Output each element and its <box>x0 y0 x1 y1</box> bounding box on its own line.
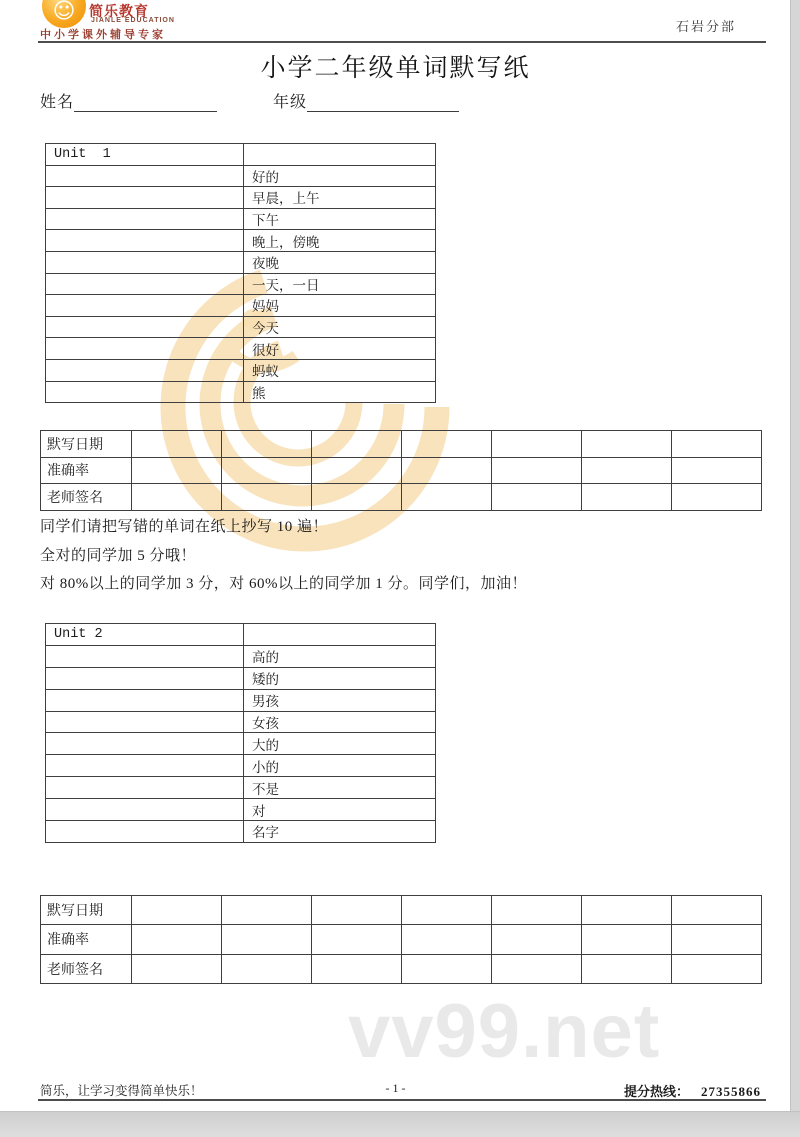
note-line: 同学们请把写错的单词在纸上抄写 10 遍！ <box>40 519 329 535</box>
empty-cell <box>244 144 436 166</box>
answer-blank-cell <box>46 645 244 667</box>
score-empty-cell <box>132 954 222 983</box>
answer-blank-cell <box>46 755 244 777</box>
word-hint-cell: 夜晚 <box>244 251 436 273</box>
score-empty-cell <box>402 484 492 511</box>
score-empty-cell <box>222 484 312 511</box>
score-empty-cell <box>582 457 672 484</box>
word-row <box>46 821 436 843</box>
score-row <box>41 484 762 511</box>
score-row-label: 默写日期 <box>41 431 132 458</box>
score-table-1 <box>40 430 762 511</box>
score-row <box>41 954 762 983</box>
score-empty-cell <box>312 484 402 511</box>
page-number: - 1 - <box>385 1081 406 1095</box>
brand-name-zh: 简乐教育 <box>89 5 149 20</box>
empty-cell <box>244 624 436 646</box>
score-row-label: 老师签名 <box>41 954 132 983</box>
answer-blank-cell <box>46 799 244 821</box>
word-row <box>46 251 436 273</box>
branch-name: 石岩分部 <box>676 19 737 34</box>
word-hint-cell: 女孩 <box>244 711 436 733</box>
score-row-label: 准确率 <box>41 457 132 484</box>
brand-logo-icon: ☺ <box>42 0 86 28</box>
word-hint-cell: 矮的 <box>244 667 436 689</box>
brand-tagline: 中小学课外辅导专家 <box>40 29 166 41</box>
score-empty-cell <box>312 925 402 954</box>
score-empty-cell <box>402 896 492 925</box>
unit1-table <box>45 143 436 403</box>
word-hint-cell: 名字 <box>244 821 436 843</box>
word-row <box>46 316 436 338</box>
word-hint-cell: 大的 <box>244 733 436 755</box>
word-row <box>46 165 436 187</box>
unit-header-cell: Unit 2 <box>46 624 244 646</box>
answer-blank-cell <box>46 667 244 689</box>
word-row <box>46 295 436 317</box>
score-empty-cell <box>222 954 312 983</box>
word-hint-cell: 很好 <box>244 338 436 360</box>
unit2-table <box>45 623 436 843</box>
score-empty-cell <box>132 484 222 511</box>
word-row <box>46 230 436 252</box>
score-empty-cell <box>132 925 222 954</box>
word-hint-cell: 熊 <box>244 381 436 403</box>
score-empty-cell <box>132 457 222 484</box>
page-edge-bottom <box>0 1111 800 1137</box>
score-empty-cell <box>492 896 582 925</box>
answer-blank-cell <box>46 251 244 273</box>
word-row <box>46 799 436 821</box>
answer-blank-cell <box>46 316 244 338</box>
score-empty-cell <box>672 896 762 925</box>
word-hint-cell: 妈妈 <box>244 295 436 317</box>
score-empty-cell <box>492 457 582 484</box>
score-empty-cell <box>672 484 762 511</box>
unit-header-cell: Unit 1 <box>46 144 244 166</box>
score-row <box>41 457 762 484</box>
score-empty-cell <box>492 484 582 511</box>
word-row <box>46 645 436 667</box>
score-empty-cell <box>312 896 402 925</box>
footer-slogan: 简乐，让学习变得简单快乐！ <box>40 1084 203 1098</box>
page-title: 小学二年级单词默写纸 <box>260 55 531 82</box>
header-rule <box>38 41 766 43</box>
answer-blank-cell <box>46 338 244 360</box>
word-hint-cell: 男孩 <box>244 689 436 711</box>
word-row <box>46 187 436 209</box>
page-edge-right <box>790 0 800 1137</box>
unit-header-row <box>46 624 436 646</box>
score-empty-cell <box>132 896 222 925</box>
score-empty-cell <box>402 431 492 458</box>
word-row <box>46 777 436 799</box>
answer-blank-cell <box>46 295 244 317</box>
score-row <box>41 925 762 954</box>
answer-blank-cell <box>46 711 244 733</box>
footer-rule <box>38 1099 766 1101</box>
brand-name-en: JIANLE EDUCATION <box>91 17 175 24</box>
word-hint-cell: 今天 <box>244 316 436 338</box>
score-empty-cell <box>222 925 312 954</box>
score-row-label: 老师签名 <box>41 484 132 511</box>
score-empty-cell <box>132 431 222 458</box>
score-empty-cell <box>402 925 492 954</box>
word-hint-cell: 好的 <box>244 165 436 187</box>
word-row <box>46 359 436 381</box>
note-line: 全对的同学加 5 分哦！ <box>40 547 197 564</box>
name-label: 姓名 <box>40 94 75 111</box>
score-empty-cell <box>492 431 582 458</box>
hotline-number: 27355866 <box>701 1084 761 1099</box>
answer-blank-cell <box>46 689 244 711</box>
score-empty-cell <box>672 925 762 954</box>
word-hint-cell: 一天，一日 <box>244 273 436 295</box>
score-row-label: 准确率 <box>41 925 132 954</box>
answer-blank-cell <box>46 733 244 755</box>
word-hint-cell: 蚂蚁 <box>244 359 436 381</box>
score-empty-cell <box>222 431 312 458</box>
word-row <box>46 381 436 403</box>
site-watermark: vv99.net <box>348 989 661 1074</box>
score-empty-cell <box>672 431 762 458</box>
score-empty-cell <box>582 954 672 983</box>
word-row <box>46 733 436 755</box>
answer-blank-cell <box>46 208 244 230</box>
answer-blank-cell <box>46 821 244 843</box>
score-empty-cell <box>492 954 582 983</box>
score-table-2 <box>40 895 762 984</box>
answer-blank-cell <box>46 165 244 187</box>
word-row <box>46 273 436 295</box>
hotline-label: 提分热线： <box>623 1084 689 1099</box>
note-line: 对 80%以上的同学加 3 分，对 60%以上的同学加 1 分。同学们，加油！ <box>40 576 527 592</box>
word-row <box>46 711 436 733</box>
hotline <box>624 1081 761 1100</box>
word-row <box>46 208 436 230</box>
score-row <box>41 431 762 458</box>
word-hint-cell: 小的 <box>244 755 436 777</box>
score-empty-cell <box>222 896 312 925</box>
score-row <box>41 896 762 925</box>
word-hint-cell: 下午 <box>244 208 436 230</box>
score-empty-cell <box>582 925 672 954</box>
score-empty-cell <box>222 457 312 484</box>
score-empty-cell <box>402 457 492 484</box>
score-empty-cell <box>672 954 762 983</box>
score-empty-cell <box>672 457 762 484</box>
word-hint-cell: 早晨，上午 <box>244 187 436 209</box>
score-empty-cell <box>582 896 672 925</box>
word-hint-cell: 对 <box>244 799 436 821</box>
score-empty-cell <box>312 954 402 983</box>
unit-header-row <box>46 144 436 166</box>
instruction-notes <box>40 513 527 599</box>
score-row-label: 默写日期 <box>41 896 132 925</box>
answer-blank-cell <box>46 273 244 295</box>
answer-blank-cell <box>46 777 244 799</box>
answer-blank-cell <box>46 230 244 252</box>
name-field <box>40 92 217 112</box>
grade-label: 年级 <box>273 94 308 111</box>
word-hint-cell: 高的 <box>244 645 436 667</box>
score-empty-cell <box>402 954 492 983</box>
score-empty-cell <box>312 457 402 484</box>
score-empty-cell <box>492 925 582 954</box>
name-blank <box>74 94 217 112</box>
word-row <box>46 689 436 711</box>
word-hint-cell: 不是 <box>244 777 436 799</box>
score-empty-cell <box>582 431 672 458</box>
answer-blank-cell <box>46 381 244 403</box>
score-empty-cell <box>582 484 672 511</box>
grade-blank <box>307 94 459 112</box>
answer-blank-cell <box>46 187 244 209</box>
word-row <box>46 755 436 777</box>
word-hint-cell: 晚上，傍晚 <box>244 230 436 252</box>
word-row <box>46 338 436 360</box>
score-empty-cell <box>312 431 402 458</box>
grade-field <box>273 92 459 112</box>
answer-blank-cell <box>46 359 244 381</box>
word-row <box>46 667 436 689</box>
